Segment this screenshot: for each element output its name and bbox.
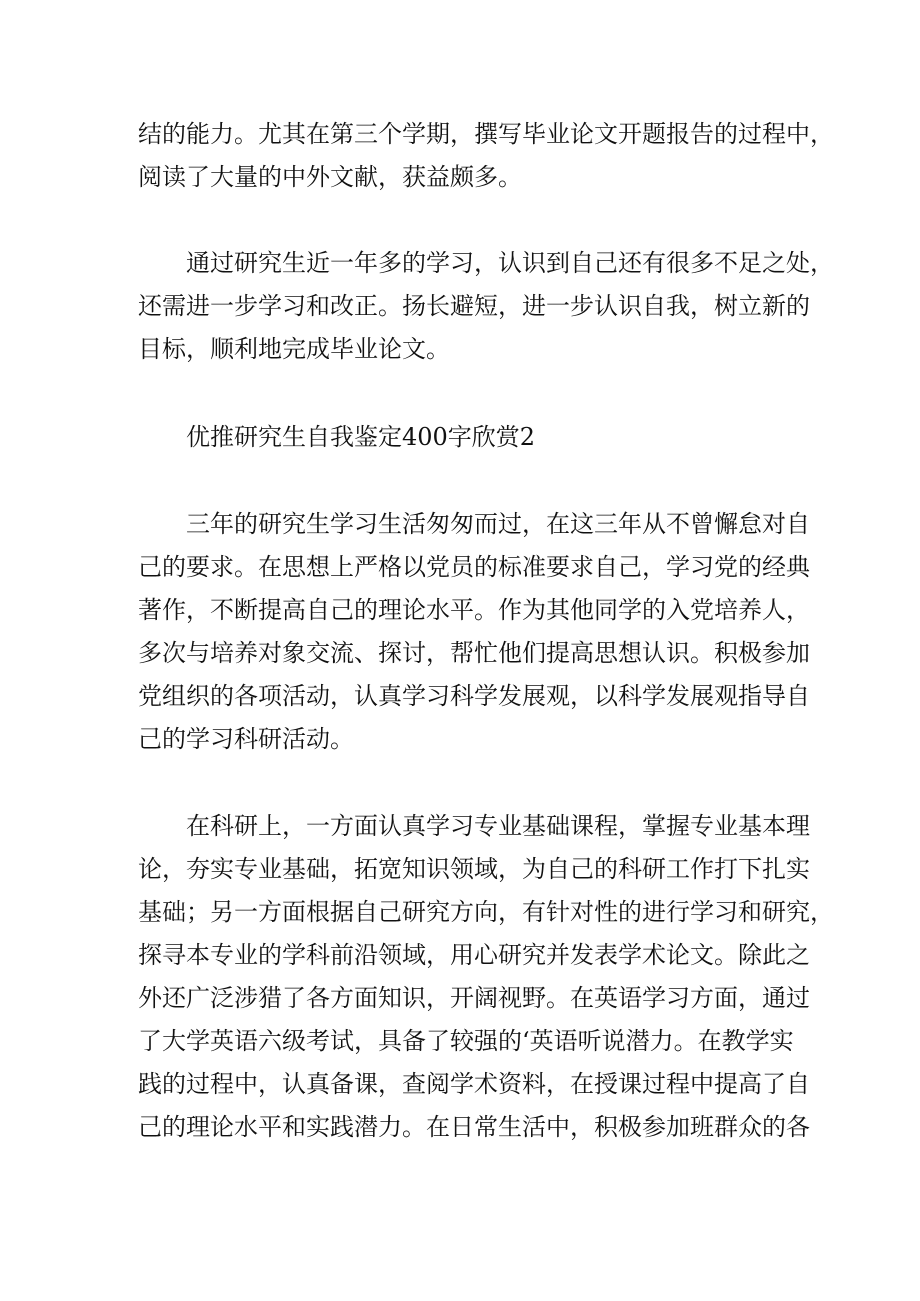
paragraph-4-line-1: 在科研上，一方面认真学习专业基础课程，掌握专业基本理 bbox=[186, 812, 810, 840]
paragraph-3-line-6: 己的学习科研活动。 bbox=[138, 725, 354, 753]
paragraph-4-line-7: 践的过程中，认真备课，查阅学术资料，在授课过程中提高了自 bbox=[138, 1070, 810, 1098]
paragraph-3-line-1: 三年的研究生学习生活匆匆而过，在这三年从不曾懈怠对自 bbox=[186, 510, 810, 538]
paragraph-3-line-2: 己的要求。在思想上严格以党员的标准要求自己，学习党的经典 bbox=[138, 553, 810, 581]
paragraph-1-line-1: 结的能力。尤其在第三个学期，撰写毕业论文开题报告的过程中， bbox=[138, 120, 834, 148]
paragraph-2-line-3: 目标，顺利地完成毕业论文。 bbox=[138, 335, 450, 363]
paragraph-3-line-4: 多次与培养对象交流、探讨，帮忙他们提高思想认识。积极参加 bbox=[138, 639, 810, 667]
paragraph-4-line-8: 己的理论水平和实践潜力。在日常生活中，积极参加班群众的各 bbox=[138, 1113, 810, 1141]
section-heading: 优推研究生自我鉴定400字欣赏2 bbox=[186, 423, 536, 451]
paragraph-2-line-2: 还需进一步学习和改正。扬长避短，进一步认识自我，树立新的 bbox=[138, 292, 810, 320]
paragraph-4-line-4: 探寻本专业的学科前沿领域，用心研究并发表学术论文。除此之 bbox=[138, 941, 810, 969]
paragraph-3-line-3: 著作，不断提高自己的理论水平。作为其他同学的入党培养人， bbox=[138, 596, 810, 624]
paragraph-4-line-3: 基础；另一方面根据自己研究方向，有针对性的进行学习和研究， bbox=[138, 898, 834, 926]
paragraph-2-line-1: 通过研究生近一年多的学习，认识到自己还有很多不足之处， bbox=[186, 249, 834, 277]
paragraph-1-line-2: 阅读了大量的中外文献，获益颇多。 bbox=[138, 163, 522, 191]
paragraph-4-line-2: 论，夯实专业基础，拓宽知识领域，为自己的科研工作打下扎实 bbox=[138, 855, 810, 883]
paragraph-4-line-5: 外还广泛涉猎了各方面知识，开阔视野。在英语学习方面，通过 bbox=[138, 984, 810, 1012]
paragraph-4-line-6: 了大学英语六级考试，具备了较强的‘英语听说潜力。在教学实 bbox=[138, 1027, 794, 1055]
paragraph-3-line-5: 党组织的各项活动，认真学习科学发展观，以科学发展观指导自 bbox=[138, 682, 810, 710]
